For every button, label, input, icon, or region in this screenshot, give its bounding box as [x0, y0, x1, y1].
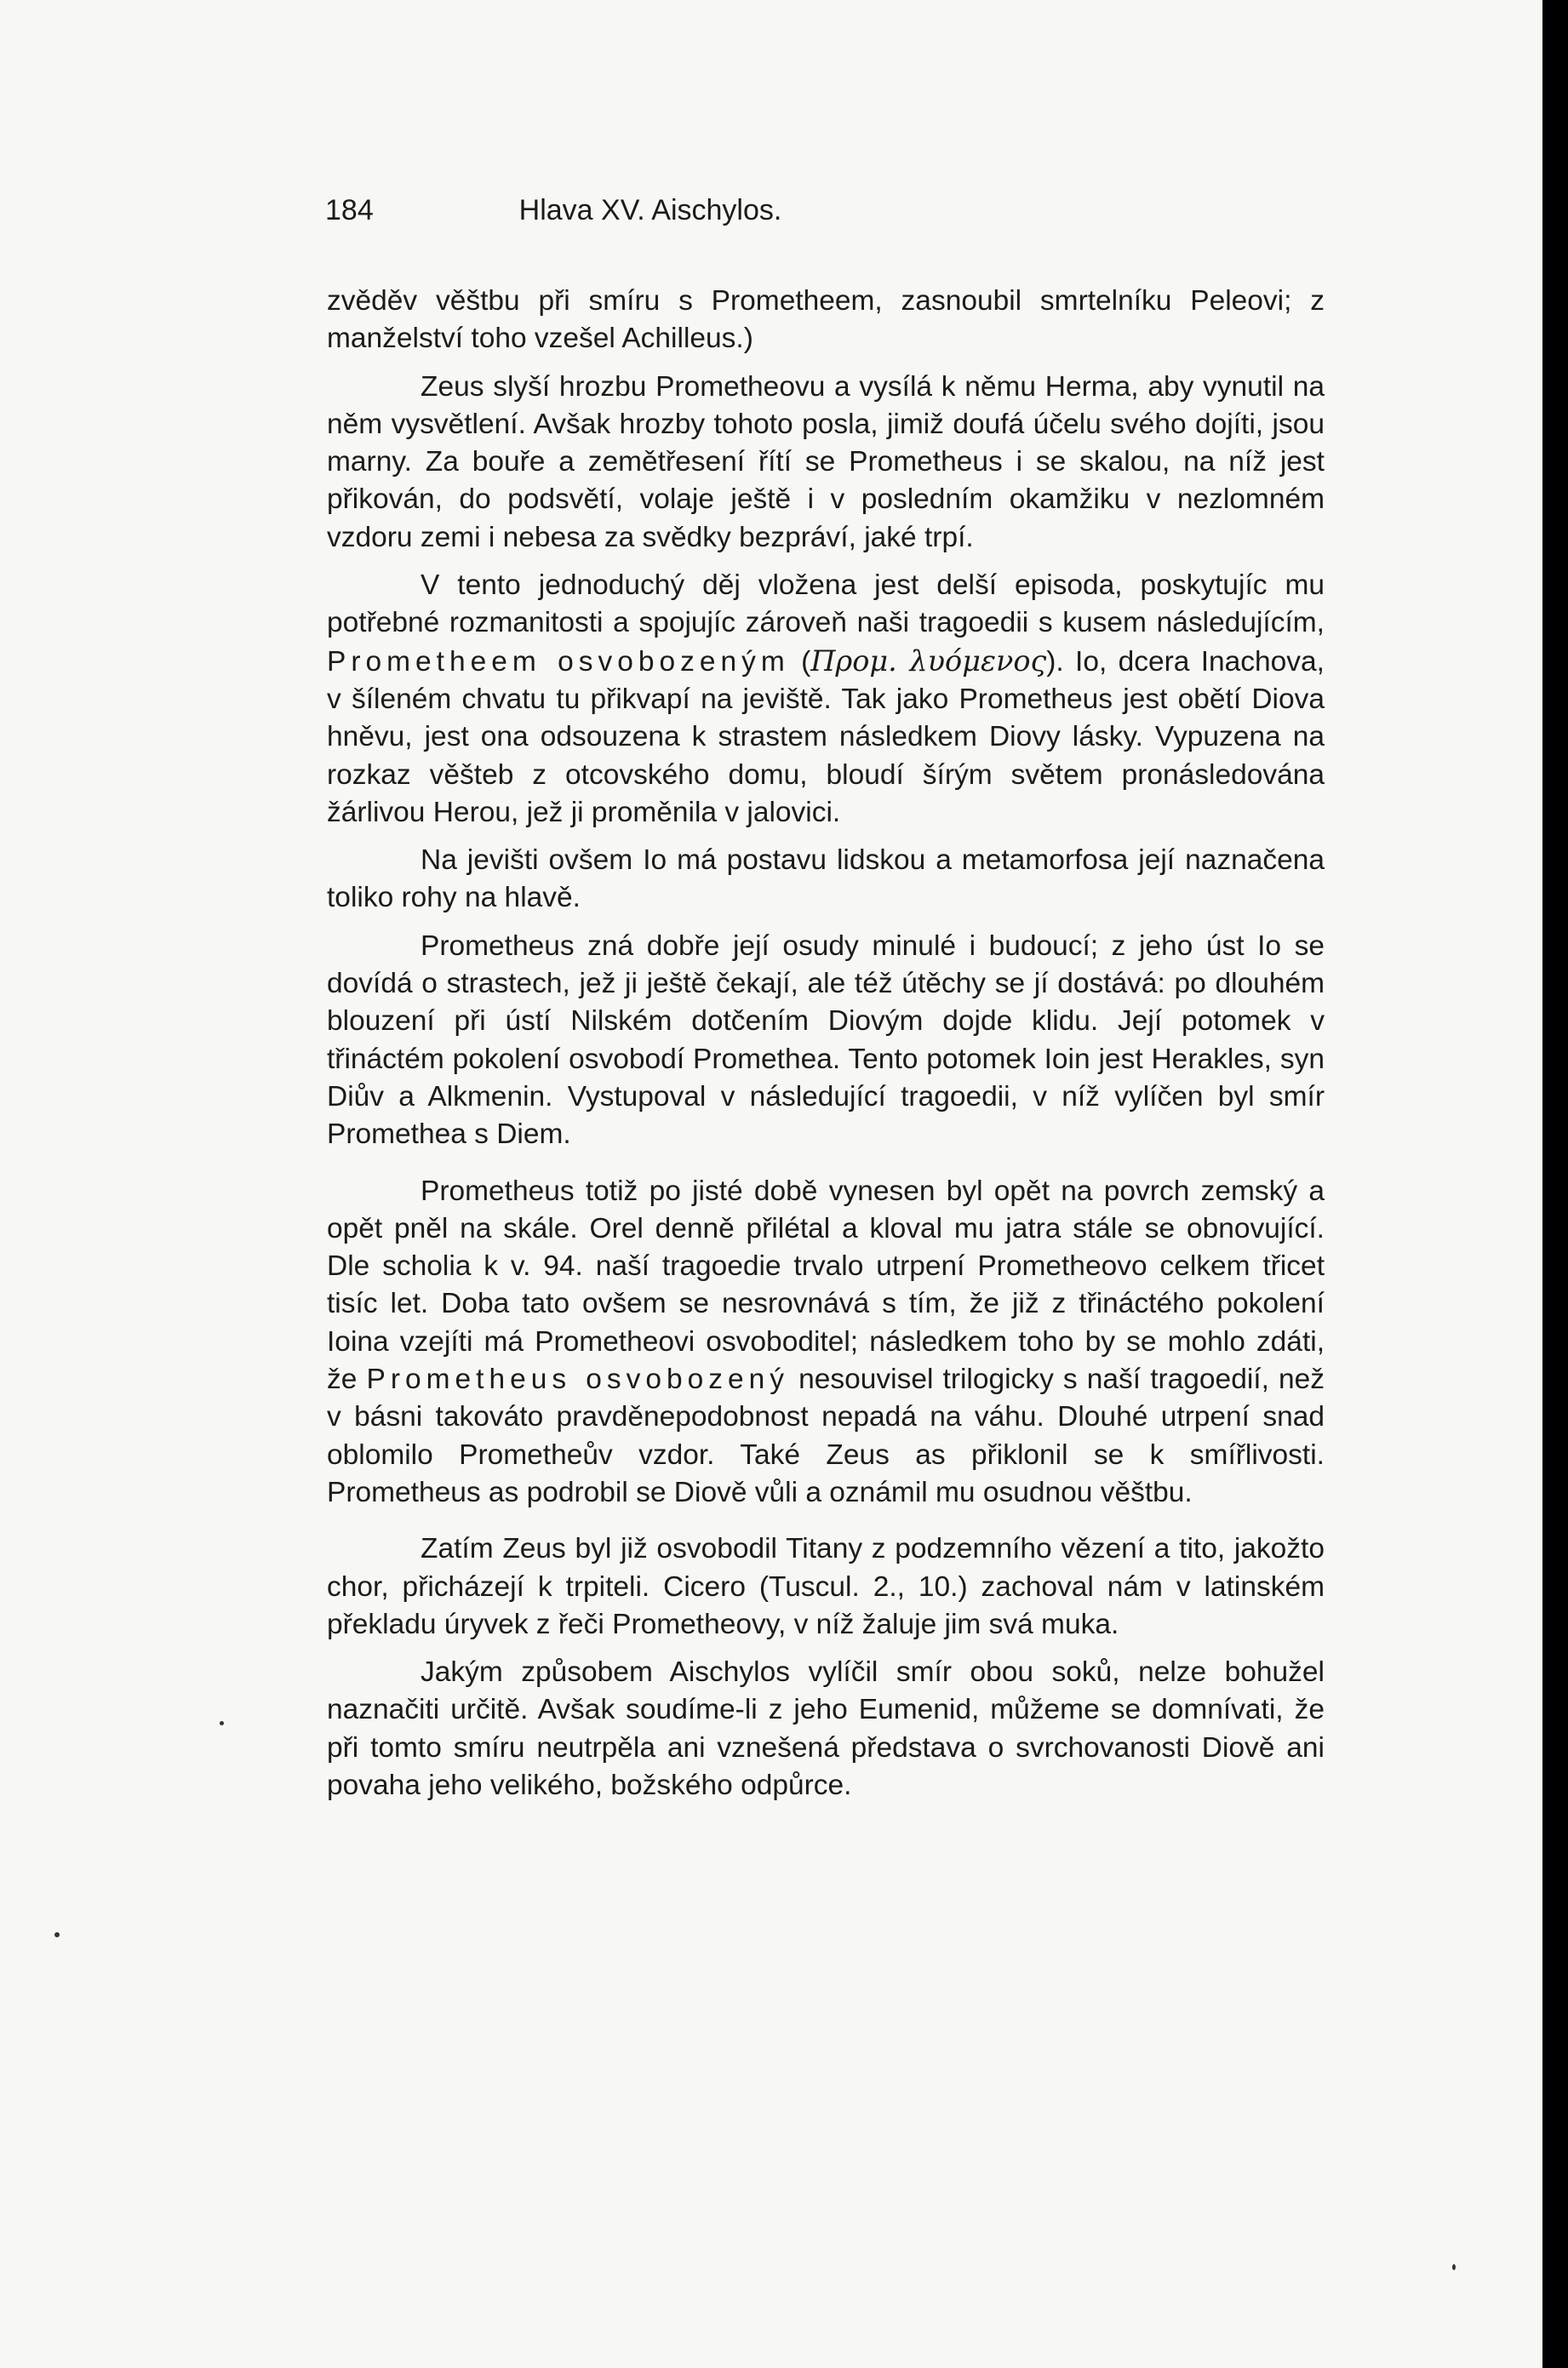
paragraph-3: V tento jednoduchý děj vložena jest delší episoda, poskytujíc mu potřebné rozmanitosti a spojujíc zároveň naši tragoedii s kusem následujícím, Prometheem osvobozeným (Προμ. λυόμενος). Io, dcera Inachova, v šíleném chvatu tu přikvapí na jeviště. Tak jako Prometheus jest obětí Diova hněvu, jest ona odsouzena k strastem následkem Diovy lásky. Vypuzena na rozkaz věšteb z otcovského domu, bloudí šírým světem pronásledována žárlivou Herou, jež ji proměnila v jalovici. — [327, 569, 1325, 828]
spaced-title-prometheus-liberated: Prometheus osvobozený — [366, 1364, 790, 1396]
paragraph-7: Zatím Zeus byl již osvobodil Titany z podzemního vězení a tito, jakožto chor, přicházejí k trpiteli. Cicero (Tuscul. 2., 10.) zachoval nám v latinském překladu úryvek z řeči Prometheovy, v níž žaluje jim svá muka. — [327, 1533, 1325, 1640]
scan-speck — [54, 1932, 60, 1937]
paragraph-3-text-a: V tento jednoduchý děj vložena jest delší episoda, poskytujíc mu potřebné rozmanitosti a spojujíc zároveň naši tragoedii s kusem následujícím, — [327, 569, 1325, 639]
paragraph-6 — [327, 1173, 1325, 1513]
paragraph-4: Na jevišti ovšem Io má postavu lidskou a metamorfosa její naznačena toliko rohy na hlavě. — [327, 844, 1325, 914]
page-number: 184 — [325, 194, 374, 226]
paragraph-5: Prometheus zná dobře její osudy minulé i budoucí; z jeho úst Io se dovídá o strastech, jež ji ještě čekají, ale též útěchy se jí dostává: po dlouhém blouzení při ústí Nilském dotčením Diovým dojde klidu. Její potomek v třináctém pokolení osvobodí Promethea. Tento potomek Ioin jest Herakles, syn Diův a Alkmenin. Vystupoval v následující tragoedii, v níž vylíčen byl smír Promethea s Diem. — [327, 929, 1325, 1151]
paragraph-1: zvěděv věštbu při smíru s Prometheem, zasnoubil smrtelníku Peleovi; z manželství toho vzešel Achilleus.) — [327, 285, 1325, 355]
greek-title: Προμ. λυόμενος — [810, 643, 1047, 678]
paragraph-8: Jakým způsobem Aischylos vylíčil smír obou soků, nelze bohužel naznačiti určitě. Avšak soudíme-li z jeho Eumenid, můžeme se domnívati, že při tomto smíru neutrpěla ani vznešená představa o svrchovanosti Diově ani povaha jeho velikého, božského odpůrce. — [327, 1656, 1325, 1801]
paragraph-2: Zeus slyší hrozbu Prometheovu a vysílá k němu Herma, aby vynutil na něm vysvětlení. Avšak hrozby tohoto posla, jimiž doufá účelu svého dojíti, jsou marny. Za bouře a zemětřesení řítí se Prometheus i se skalou, na níž jest přikován, do podsvětí, volaje ještě i v posledním okamžiku v nezlomném vzdoru zemi i nebesa za svědky bezpráví, jaké trpí. — [327, 370, 1325, 553]
running-head: Hlava XV. Aischylos. — [518, 194, 782, 226]
paragraph-3-text-b: Io, dcera Inachova, v šíleném chvatu tu přikvapí na jeviště. Tak jako Prometheus jest obětí Diova hněvu, jest ona odsouzena k strastem následkem Diovy lásky. Vypuzena na rozkaz věšteb z otcovského domu, bloudí šírým světem pronásledována žárlivou Herou, jež ji proměnila v jalovici. — [327, 645, 1325, 828]
paragraph-6-text-a: Prometheus totiž po jisté době vynesen byl opět na povrch zemský a opět pněl na skále. Orel denně přilétal a kloval mu jatra stále se obnovující. Dle scholia k v. 94. naší tragoedie trvalo utrpení Prometheovo celkem třicet tisíc let. Doba tato ovšem se nesrovnává s tím, že již z třináctého pokolení Ioina vzejíti má Prometheovi osvoboditel; následkem toho by se mohlo zdáti, že — [327, 1175, 1325, 1396]
paragraph-6-text-b: nesouvisel trilogicky s naší tragoedií, než v básni takováto pravděnepodobnost nepadá na váhu. Dlouhé utrpení snad oblomilo Prometheův vzdor. Také Zeus as přiklonil se k smířlivosti. Prometheus as podrobil se Diově vůli a oznámil mu osudnou věštbu. — [327, 1364, 1325, 1508]
spaced-title-prometheus-unbound: Prometheem osvobozeným — [327, 645, 790, 678]
scan-speck — [220, 1721, 224, 1725]
page-header — [325, 194, 976, 245]
body-text — [327, 283, 1325, 1815]
scan-speck — [1452, 2264, 1456, 2270]
